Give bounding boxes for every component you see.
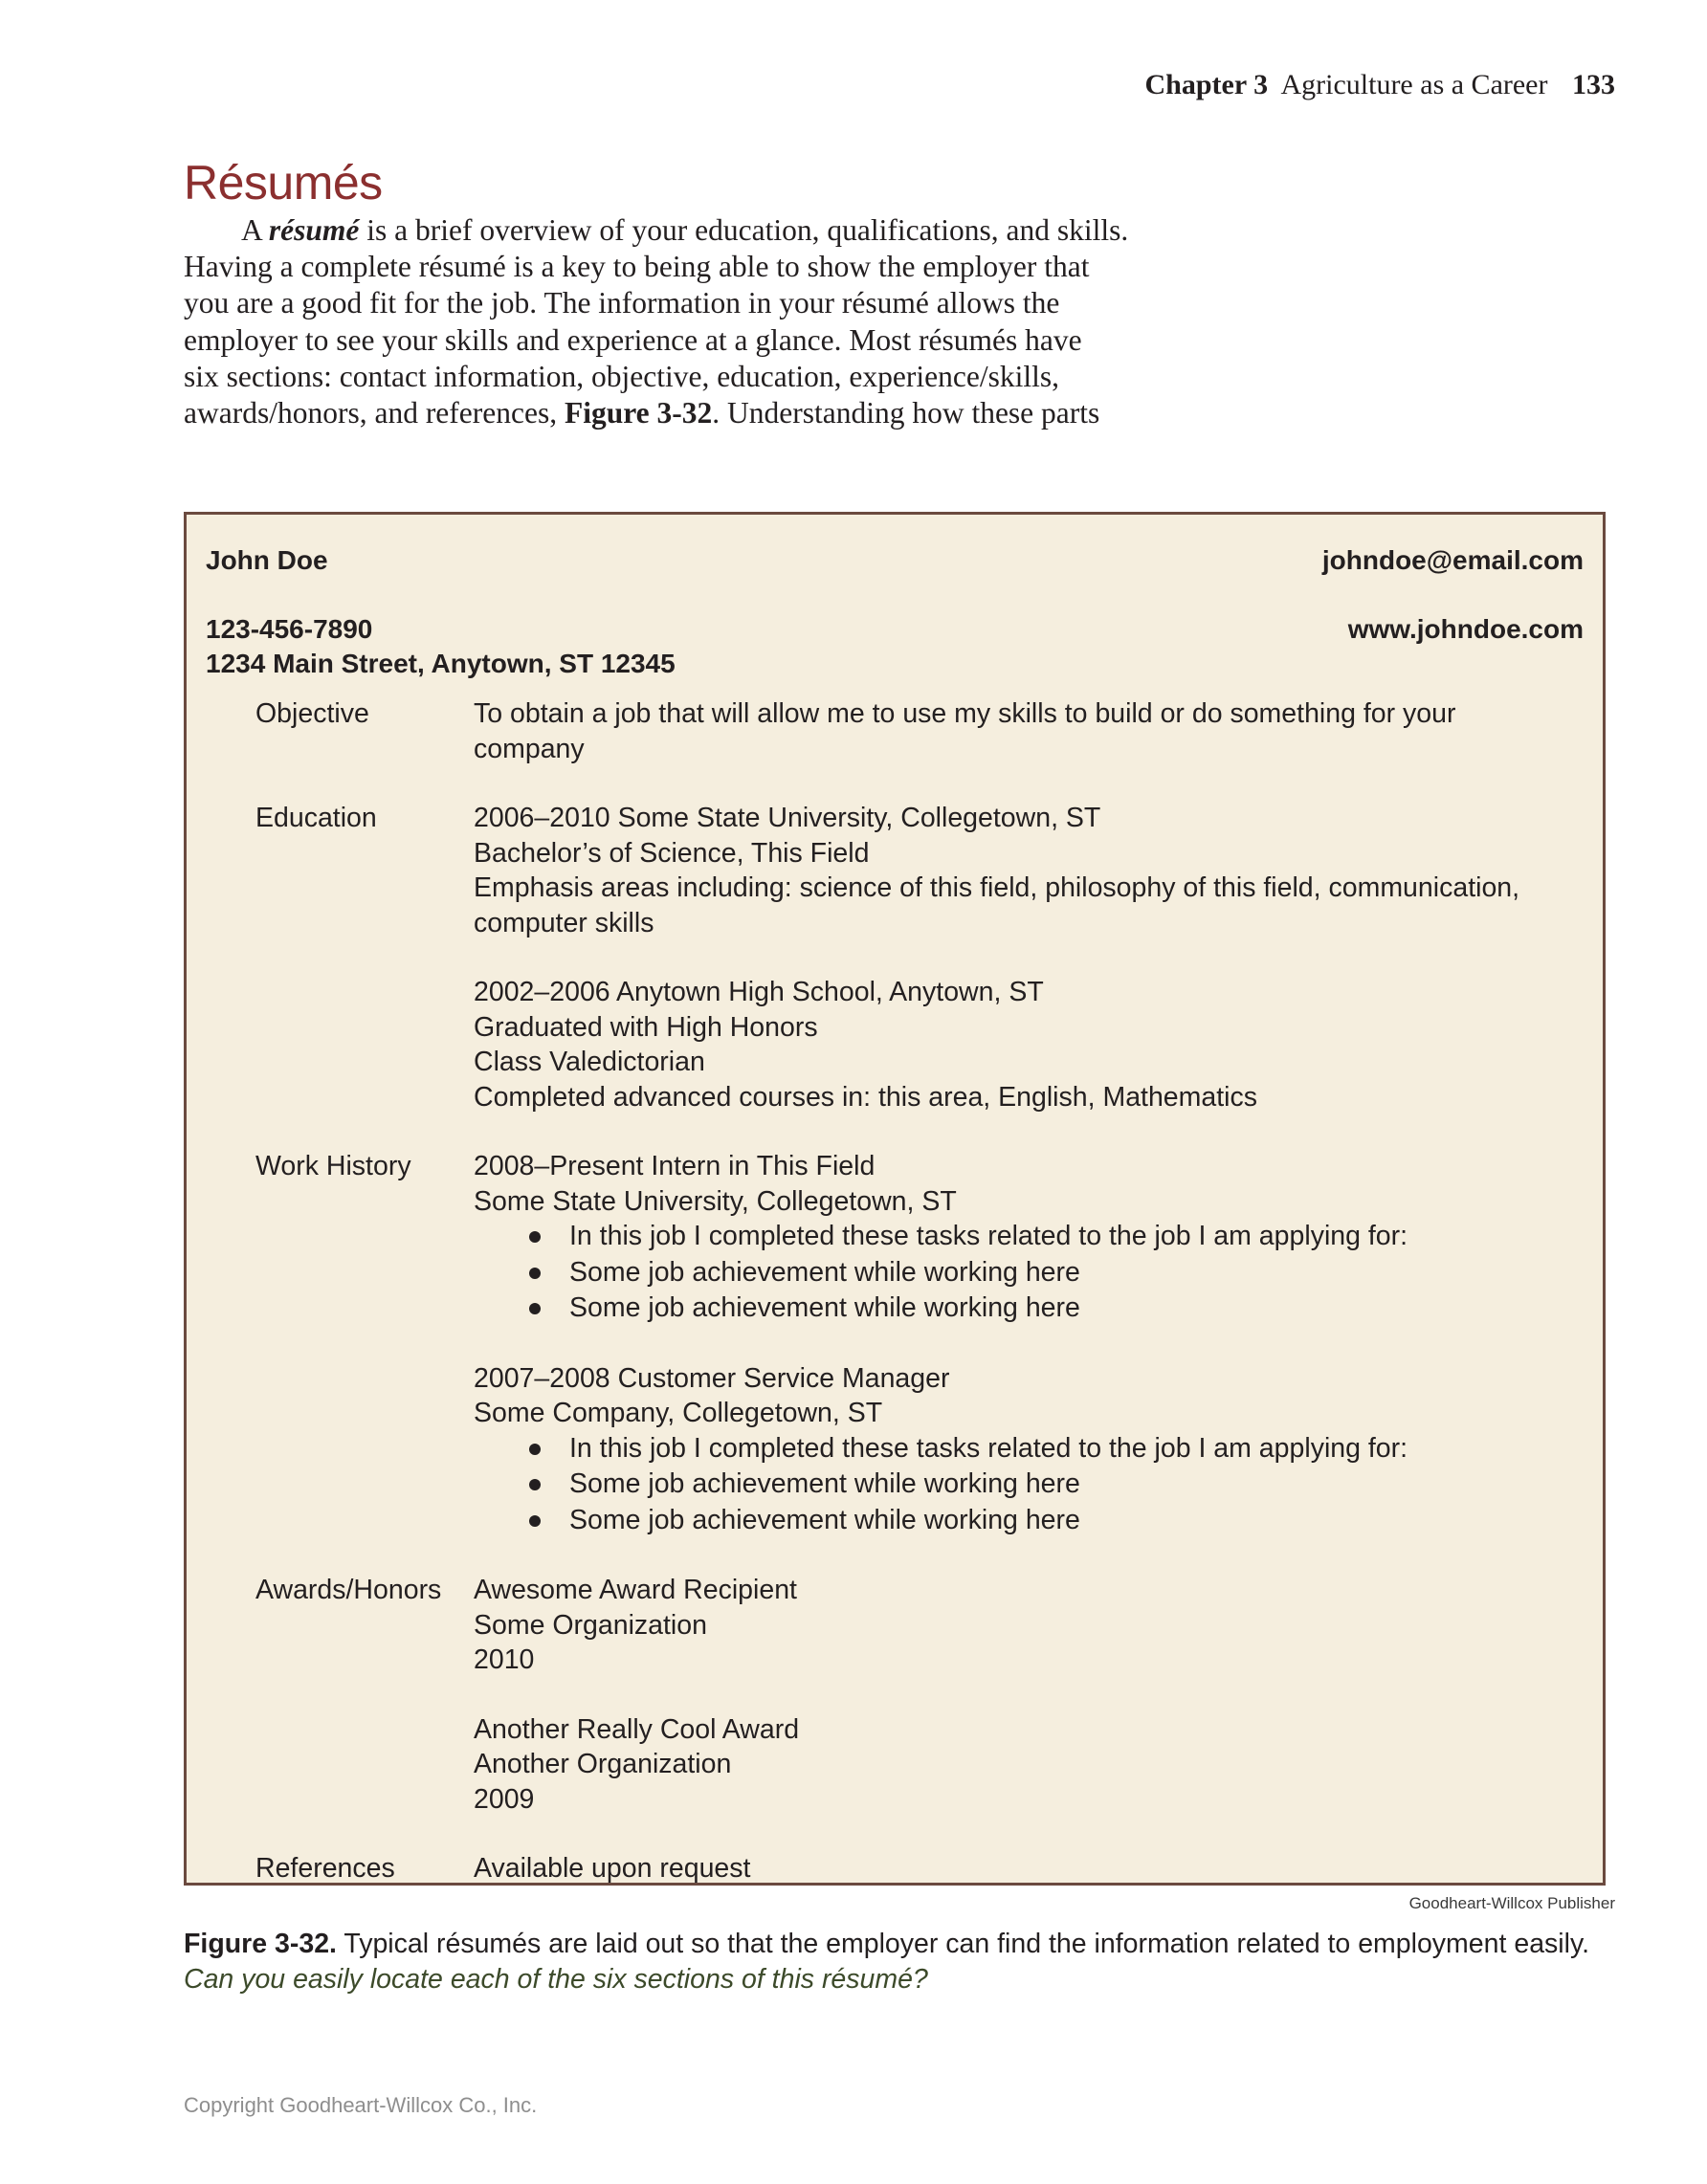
page-number: 133 (1572, 69, 1615, 100)
chapter-label: Chapter 3 (1144, 69, 1269, 100)
resume-line: Class Valedictorian (474, 1047, 705, 1077)
caption-text: Typical résumés are laid out so that the employer can find the information related to employment easily. (336, 1929, 1590, 1959)
job-entry (474, 1361, 1574, 1539)
task-list (474, 1431, 1574, 1539)
resume-line: Emphasis areas including: science of this field, philosophy of this field, communication, (474, 872, 1520, 903)
resume-line: To obtain a job that will allow me to use my skills to build or do something for your (474, 698, 1456, 729)
work-history-section (255, 1149, 1574, 1538)
resume-name: John Doe (206, 545, 328, 575)
running-head (1144, 69, 1615, 101)
bullet-icon (529, 1268, 541, 1279)
resume-phone: 123-456-7890 (206, 614, 373, 644)
bullet-text: Some job achievement while working here (569, 1256, 1080, 1288)
intro-text: is a brief overview of your education, qualifications, and skills. (359, 213, 1129, 247)
resume-line: Awesome Award Recipient (474, 1575, 797, 1605)
resume-line: Graduated with High Honors (474, 1011, 818, 1043)
intro-text: . Understanding how these parts (712, 396, 1100, 430)
resume-line: Available upon request (474, 1853, 751, 1884)
intro-text: awards/honors, and references, (184, 396, 565, 430)
bullet-text: In this job I completed these tasks related to the job I am applying for: (569, 1221, 1408, 1251)
intro-line: employer to see your skills and experience at a glance. Most résumés have (184, 322, 1082, 357)
intro-line (184, 395, 1275, 431)
resume-line: Bachelor’s of Science, This Field (474, 837, 870, 869)
caption-question: Can you easily locate each of the six sections of this résumé? (184, 1964, 928, 1995)
resume-sections (255, 696, 1574, 1921)
resume-line: Some State University, Collegetown, ST (474, 1185, 957, 1217)
resume-email: johndoe@email.com (1321, 545, 1584, 575)
list-item (529, 1467, 1574, 1503)
education-entry (474, 975, 1574, 1114)
resume-address: 1234 Main Street, Anytown, ST 12345 (206, 649, 676, 678)
section-label: Awards/Honors (255, 1575, 442, 1605)
figure-label: Figure 3-32. (184, 1929, 337, 1959)
bullet-text: Some job achievement while working here (569, 1504, 1080, 1535)
section-body (474, 1573, 1574, 1817)
bullet-icon (529, 1303, 541, 1314)
intro-line: you are a good fit for the job. The information in your résumé allows the (184, 286, 1060, 320)
section-body (474, 1851, 1574, 1886)
list-item (529, 1219, 1574, 1255)
figure-reference: Figure 3-32 (564, 396, 713, 430)
image-credit: Goodheart-Willcox Publisher (1408, 1894, 1615, 1912)
resume-line: 2007–2008 Customer Service Manager (474, 1362, 950, 1394)
figure-caption (184, 1927, 1609, 1997)
objective-section (255, 696, 1574, 766)
section-body (474, 696, 1574, 766)
resume-line: 2006–2010 Some State University, Collegetown, ST (474, 803, 1101, 833)
list-item (529, 1255, 1574, 1291)
section-title: Résumés (184, 156, 383, 210)
list-item (529, 1291, 1574, 1327)
award-entry (474, 1573, 1574, 1678)
list-item (529, 1431, 1574, 1467)
resume-line: 2002–2006 Anytown High School, Anytown, ST (474, 977, 1044, 1007)
bullet-icon (529, 1515, 541, 1527)
resume-line: Another Really Cool Award (474, 1713, 800, 1745)
intro-line (184, 212, 1275, 249)
resume-line: 2009 (474, 1783, 535, 1815)
bullet-icon (529, 1444, 541, 1455)
bullet-text: Some job achievement while working here (569, 1292, 1080, 1323)
resume-line: 2008–Present Intern in This Field (474, 1151, 876, 1181)
intro-line: six sections: contact information, objective, education, experience/skills, (184, 359, 1059, 393)
copyright-notice: Copyright Goodheart-Willcox Co., Inc. (184, 2093, 538, 2117)
resume-line: computer skills (474, 907, 654, 938)
section-body (474, 801, 1574, 1114)
section-label: Work History (255, 1151, 411, 1181)
resume-line: Some Company, Collegetown, ST (474, 1398, 883, 1428)
section-label: Objective (255, 698, 369, 729)
intro-text: A (241, 213, 269, 247)
references-section (255, 1851, 1574, 1886)
resume-line: Completed advanced courses in: this area, English, Mathematics (474, 1081, 1257, 1113)
education-entry (474, 801, 1574, 940)
section-body (474, 1149, 1574, 1538)
resume-line: company (474, 733, 585, 764)
section-label: References (255, 1853, 395, 1884)
education-section (255, 801, 1574, 1114)
intro-paragraph (184, 212, 1275, 431)
awards-section (255, 1573, 1574, 1817)
list-item (529, 1503, 1574, 1539)
bullet-icon (529, 1231, 541, 1243)
resume-figure (184, 512, 1606, 1886)
bullet-text: Some job achievement while working here (569, 1468, 1080, 1499)
job-entry (474, 1149, 1574, 1327)
resume-website: www.johndoe.com (1347, 614, 1584, 644)
resume-line: Some Organization (474, 1609, 707, 1641)
key-term: résumé (268, 213, 360, 247)
award-entry (474, 1712, 1574, 1818)
intro-line: Having a complete résumé is a key to being able to show the employer that (184, 250, 1090, 284)
section-label: Education (255, 803, 377, 833)
resume-line: Another Organization (474, 1749, 732, 1779)
resume-line: 2010 (474, 1644, 535, 1675)
bullet-icon (529, 1479, 541, 1490)
chapter-title: Agriculture as a Career (1280, 69, 1548, 100)
task-list (474, 1219, 1574, 1327)
bullet-text: In this job I completed these tasks related to the job I am applying for: (569, 1432, 1408, 1464)
